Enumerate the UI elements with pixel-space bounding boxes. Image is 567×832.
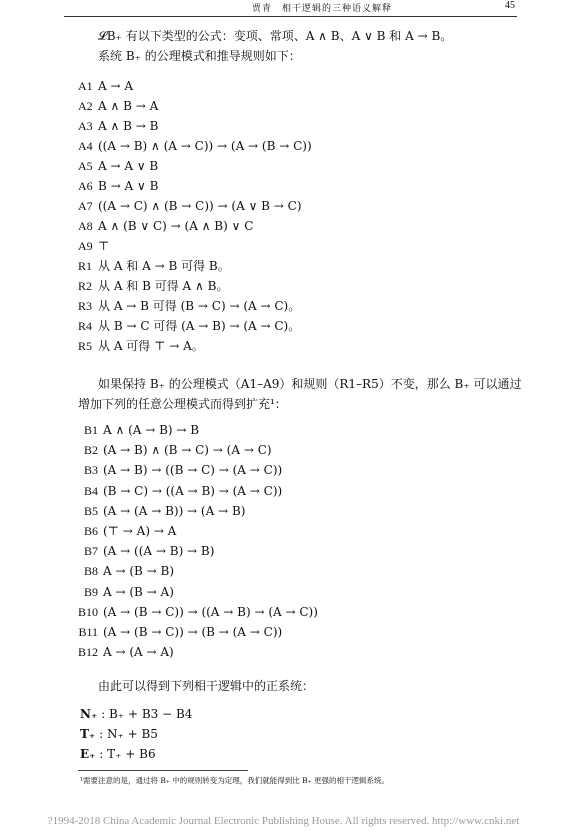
formula-row [78, 116, 312, 136]
formula-text: (B → C) → ((A → B) → (A → C)) [103, 483, 283, 498]
formula-label: B2 [83, 443, 98, 458]
formula-label: B8 [83, 564, 98, 579]
formula-label: A7 [78, 199, 93, 213]
formula-text: (A → ((A → B) → B) [103, 544, 215, 559]
page-number: 45 [505, 0, 515, 11]
running-title: 贾青 相干逻辑的三种语义解释 [252, 4, 393, 14]
formula-label: A2 [78, 99, 93, 113]
system-name: N₊ [80, 707, 98, 721]
footnote-divider [78, 770, 248, 771]
formula-row [78, 236, 312, 256]
formula-label: R3 [78, 299, 93, 313]
formula-text: (A → (A → B)) → (A → B) [103, 503, 246, 518]
formula-row [78, 216, 312, 236]
formula-text: 从 A → B 可得 (B → C) → (A → C)。 [98, 299, 301, 313]
footnote: ¹需要注意的是，通过将 B₊ 中的规则转变为定理，我们就能得到比 B₊ 更强的相干逻辑系统。 [80, 776, 389, 785]
running-header [64, 0, 517, 17]
formula-text: ⊤ [98, 239, 110, 253]
formula-label: A6 [78, 179, 93, 193]
formula-label: B6 [83, 524, 98, 539]
copyright-notice: ?1994-2018 China Academic Journal Electronic Publishing House. All rights reserved. http://www.cnki.net [47, 815, 520, 827]
formula-row [74, 642, 318, 662]
formula-row [78, 336, 312, 356]
formula-text: 从 A 和 A → B 可得 B。 [98, 259, 230, 273]
formula-text: ((A → C) ∧ (B → C)) → (A ∨ B → C) [98, 199, 302, 213]
formula-text: A ∧ B → B [98, 119, 159, 133]
system-row [80, 704, 192, 724]
formula-text: A ∧ (A → B) → B [103, 423, 200, 437]
formula-text: A → (A → A) [103, 645, 174, 660]
system-row [80, 724, 192, 744]
formula-label: R5 [78, 339, 93, 353]
axiom-list [78, 76, 312, 356]
formula-row [74, 622, 318, 642]
system-row [80, 744, 192, 764]
formula-label: B4 [83, 483, 98, 498]
system-definition: : N₊ + B5 [95, 727, 158, 741]
formula-row [74, 541, 318, 561]
formula-row [74, 521, 318, 541]
formula-label: A8 [78, 219, 93, 233]
formula-text: 从 A 可得 ⊤ → A。 [98, 339, 204, 353]
formula-row [78, 296, 312, 316]
formula-row [74, 501, 318, 521]
formula-row [78, 196, 312, 216]
formula-label: A9 [78, 239, 93, 253]
formula-row [78, 176, 312, 196]
formula-text: 从 A 和 B 可得 A ∧ B。 [98, 279, 229, 293]
formula-text: (A → (B → C)) → ((A → B) → (A → C)) [103, 604, 318, 619]
formula-row [74, 481, 318, 501]
formula-row [74, 561, 318, 581]
formula-label: B12 [77, 645, 98, 660]
formula-text: (A → B) ∧ (B → C) → (A → C) [103, 443, 272, 458]
formula-label: A4 [78, 139, 93, 153]
formula-label: R1 [78, 259, 93, 273]
formula-text: ((A → B) ∧ (A → C)) → (A → (B → C)) [98, 139, 312, 153]
formula-row [78, 96, 312, 116]
formula-label: R4 [78, 319, 93, 333]
formula-row [78, 136, 312, 156]
formula-row [78, 256, 312, 276]
system-name: E₊ [80, 747, 96, 761]
formula-text: (A → B) → ((B → C) → (A → C)) [103, 463, 283, 478]
formula-row [74, 420, 318, 440]
intro-text [98, 26, 452, 66]
formula-label: B7 [83, 544, 98, 559]
formula-label: B1 [83, 423, 98, 437]
formula-label: R2 [78, 279, 93, 293]
formula-text: (⊤ → A) → A [103, 524, 177, 539]
formula-row [74, 582, 318, 602]
formula-row [78, 316, 312, 336]
formula-label: B11 [78, 625, 98, 640]
formula-text: (A → (B → C)) → (B → (A → C)) [103, 625, 283, 640]
formula-text: A → (B → B) [103, 564, 175, 579]
formula-label: A1 [78, 79, 93, 93]
formula-text: B → A ∨ B [98, 179, 159, 193]
formula-text: A → (B → A) [103, 584, 174, 599]
formula-label: B10 [77, 604, 98, 619]
intro-line-2: 系统 B₊ 的公理模式和推导规则如下： [98, 49, 301, 63]
formula-text: A → A [98, 79, 134, 93]
system-definition: : B₊ + B3 − B4 [97, 707, 193, 721]
formula-text: A ∧ (B ∨ C) → (A ∧ B) ∨ C [98, 219, 254, 233]
extension-axiom-list [74, 420, 318, 662]
formula-label: B9 [83, 584, 98, 599]
formula-label: A5 [78, 159, 93, 173]
formula-label: B3 [83, 463, 98, 478]
formula-text: 从 B → C 可得 (A → B) → (A → C)。 [98, 319, 301, 333]
formula-label: A3 [78, 119, 93, 133]
formula-row [78, 276, 312, 296]
intro-line-1: 𝓛B₊ 有以下类型的公式：变项、常项、A ∧ B、A ∨ B 和 A → B。 [98, 29, 453, 43]
system-name: T₊ [80, 727, 96, 741]
formula-row [78, 156, 312, 176]
system-definition: : T₊ + B6 [95, 747, 156, 761]
system-definitions [80, 704, 192, 764]
formula-label: B5 [83, 503, 98, 518]
body-paragraph: 如果保持 B₊ 的公理模式（A1–A9）和规则（R1–R5）不变，那么 B₊ 可以通过增加下列的任意公理模式而得到扩充¹： [78, 377, 522, 411]
formula-text: A ∧ B → A [98, 99, 159, 113]
formula-row [74, 440, 318, 460]
formula-row [78, 76, 312, 96]
formula-text: A → A ∨ B [98, 159, 159, 173]
formula-row [74, 602, 318, 622]
formula-row [74, 460, 318, 480]
systems-intro: 由此可以得到下列相干逻辑中的正系统： [98, 679, 315, 693]
